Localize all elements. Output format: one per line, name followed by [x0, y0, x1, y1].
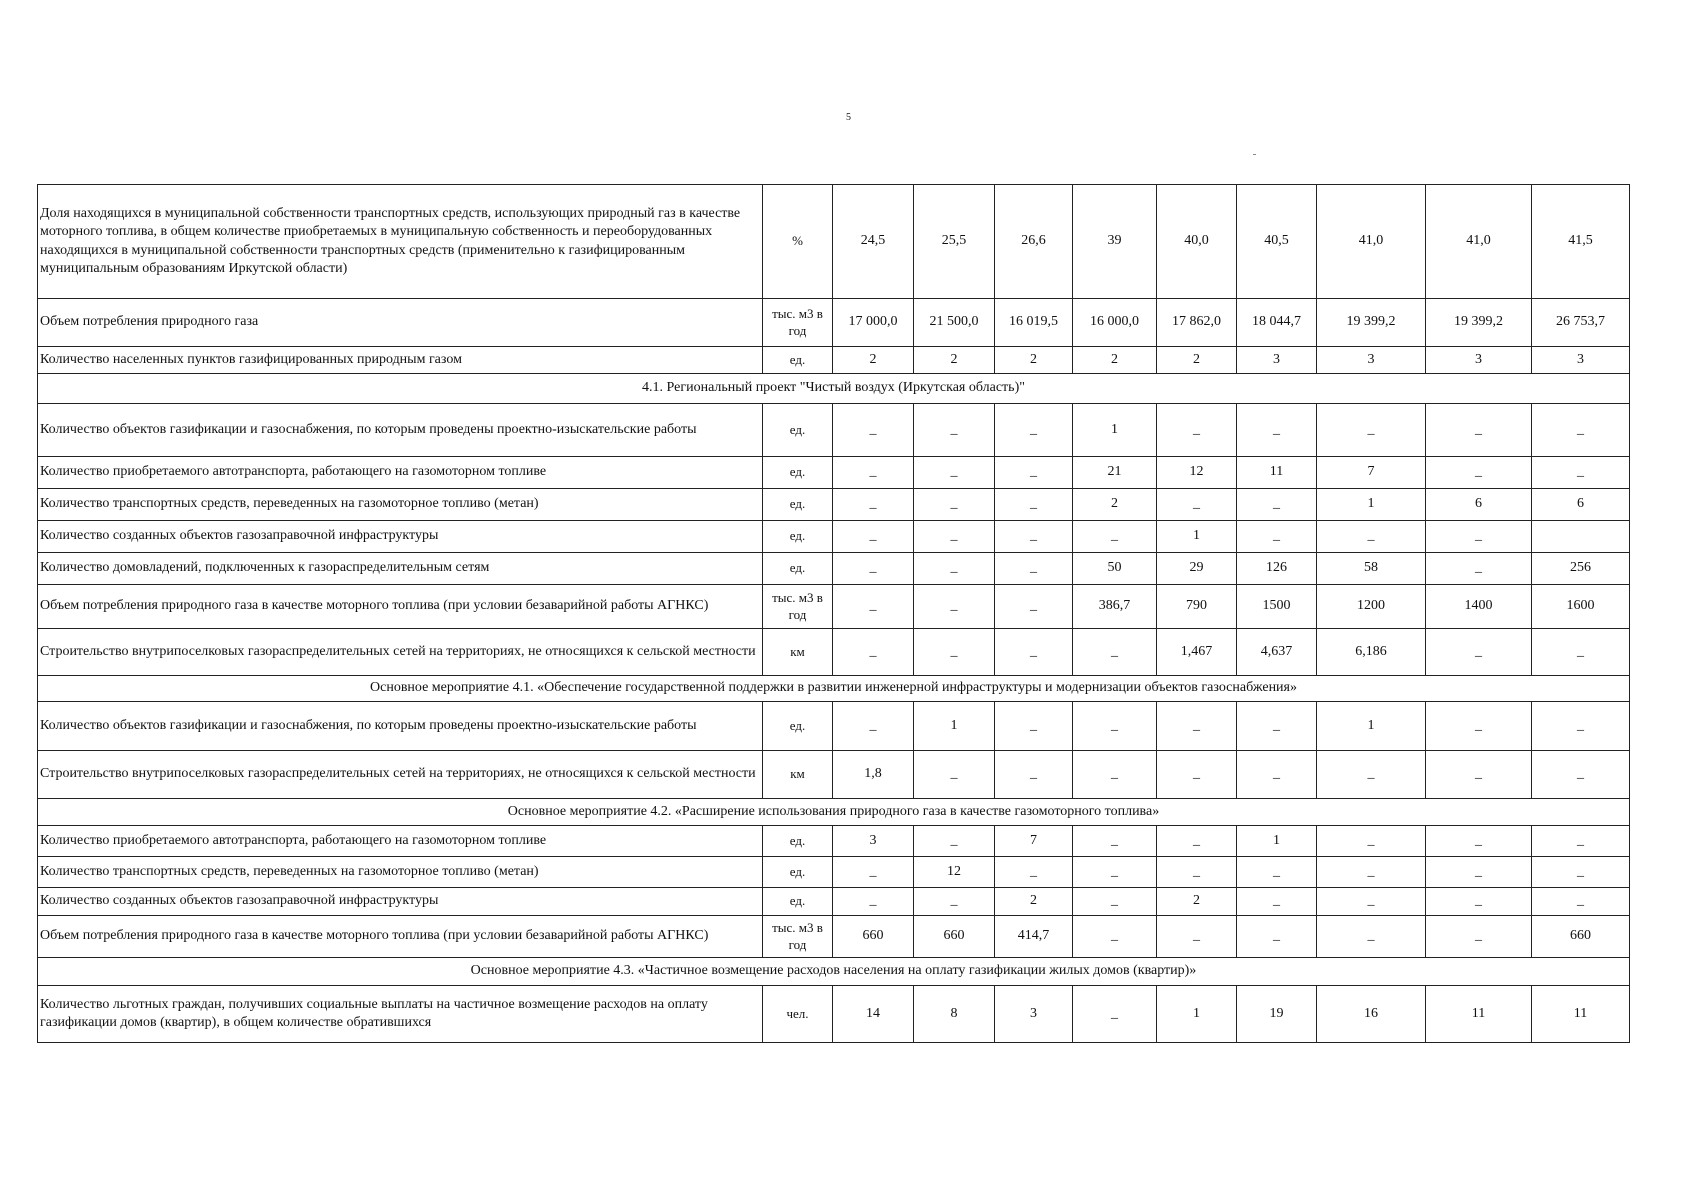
value-cell: 17 862,0 — [1157, 299, 1237, 347]
value-cell: 2 — [1157, 888, 1237, 916]
table-row — [38, 888, 1630, 916]
table-row — [38, 702, 1630, 751]
value-cell: _ — [914, 629, 995, 676]
indicator-label: Количество домовладений, подключенных к газораспределительным сетям — [38, 553, 763, 585]
value-cell: 2 — [995, 888, 1073, 916]
value-cell: 386,7 — [1073, 585, 1157, 629]
value-cell: _ — [833, 404, 914, 457]
unit-cell: км — [763, 751, 833, 799]
value-cell: _ — [1532, 857, 1630, 888]
value-cell: _ — [995, 553, 1073, 585]
unit-cell: ед. — [763, 457, 833, 489]
unit-cell: ед. — [763, 521, 833, 553]
indicator-label: Количество приобретаемого автотранспорта, работающего на газомоторном топливе — [38, 457, 763, 489]
value-cell: 26,6 — [995, 185, 1073, 299]
value-cell: _ — [1237, 857, 1317, 888]
value-cell: _ — [1157, 857, 1237, 888]
value-cell: 41,0 — [1317, 185, 1426, 299]
value-cell: 1400 — [1426, 585, 1532, 629]
table-row — [38, 457, 1630, 489]
value-cell: 41,0 — [1426, 185, 1532, 299]
unit-cell: ед. — [763, 553, 833, 585]
unit-cell: ед. — [763, 404, 833, 457]
value-cell: 19 399,2 — [1317, 299, 1426, 347]
value-cell: 1 — [1157, 521, 1237, 553]
value-cell: 40,5 — [1237, 185, 1317, 299]
value-cell: 19 399,2 — [1426, 299, 1532, 347]
value-cell: _ — [1237, 521, 1317, 553]
value-cell: 1,467 — [1157, 629, 1237, 676]
value-cell: 24,5 — [833, 185, 914, 299]
section-row — [38, 958, 1630, 986]
value-cell: _ — [1532, 826, 1630, 857]
value-cell: 1 — [1157, 986, 1237, 1043]
value-cell: _ — [833, 585, 914, 629]
table-row — [38, 751, 1630, 799]
value-cell: 14 — [833, 986, 914, 1043]
table-row — [38, 553, 1630, 585]
value-cell: 1200 — [1317, 585, 1426, 629]
value-cell: _ — [1532, 404, 1630, 457]
section-title: Основное мероприятие 4.2. «Расширение использования природного газа в качестве газомоторного топлива» — [38, 799, 1630, 826]
value-cell: 12 — [1157, 457, 1237, 489]
value-cell: _ — [995, 489, 1073, 521]
value-cell: _ — [833, 553, 914, 585]
value-cell: 11 — [1532, 986, 1630, 1043]
value-cell: 39 — [1073, 185, 1157, 299]
value-cell: _ — [1073, 521, 1157, 553]
indicator-label: Количество приобретаемого автотранспорта, работающего на газомоторном топливе — [38, 826, 763, 857]
table-row — [38, 826, 1630, 857]
value-cell: 790 — [1157, 585, 1237, 629]
value-cell: _ — [1426, 629, 1532, 676]
value-cell: _ — [1317, 404, 1426, 457]
value-cell: 29 — [1157, 553, 1237, 585]
value-cell: 660 — [833, 916, 914, 958]
value-cell: 126 — [1237, 553, 1317, 585]
indicator-label: Количество льготных граждан, получивших социальные выплаты на частичное возмещение расходов на оплату газификации домов (квартир), в общем количестве обратившихся — [38, 986, 763, 1043]
unit-cell: % — [763, 185, 833, 299]
value-cell: 1600 — [1532, 585, 1630, 629]
value-cell: _ — [914, 826, 995, 857]
value-cell: 414,7 — [995, 916, 1073, 958]
value-cell: _ — [1237, 751, 1317, 799]
table-row — [38, 299, 1630, 347]
value-cell: 58 — [1317, 553, 1426, 585]
value-cell: 1500 — [1237, 585, 1317, 629]
table-row — [38, 521, 1630, 553]
value-cell: _ — [1157, 404, 1237, 457]
value-cell: 41,5 — [1532, 185, 1630, 299]
value-cell: _ — [833, 489, 914, 521]
unit-cell: тыс. м3 в год — [763, 299, 833, 347]
value-cell: 6,186 — [1317, 629, 1426, 676]
value-cell: _ — [833, 521, 914, 553]
value-cell: 7 — [995, 826, 1073, 857]
indicator-label: Количество созданных объектов газозаправочной инфраструктуры — [38, 521, 763, 553]
indicator-label: Количество объектов газификации и газоснабжения, по которым проведены проектно-изыскательские работы — [38, 702, 763, 751]
indicator-label: Строительство внутрипоселковых газораспределительных сетей на территориях, не относящихся к сельской местности — [38, 751, 763, 799]
value-cell: _ — [1237, 702, 1317, 751]
value-cell: 21 — [1073, 457, 1157, 489]
section-row — [38, 374, 1630, 404]
value-cell: 2 — [914, 347, 995, 374]
value-cell: 19 — [1237, 986, 1317, 1043]
value-cell: _ — [914, 404, 995, 457]
indicator-label: Количество населенных пунктов газифицированных природным газом — [38, 347, 763, 374]
section-row — [38, 676, 1630, 702]
value-cell: 4,637 — [1237, 629, 1317, 676]
value-cell: 16 — [1317, 986, 1426, 1043]
value-cell: _ — [1426, 702, 1532, 751]
value-cell: _ — [914, 489, 995, 521]
value-cell: 6 — [1532, 489, 1630, 521]
value-cell: _ — [1157, 489, 1237, 521]
value-cell: _ — [1073, 888, 1157, 916]
value-cell: 2 — [1157, 347, 1237, 374]
value-cell: 50 — [1073, 553, 1157, 585]
value-cell: _ — [1237, 916, 1317, 958]
unit-cell: ед. — [763, 857, 833, 888]
value-cell: _ — [1073, 751, 1157, 799]
value-cell: _ — [833, 702, 914, 751]
value-cell: _ — [995, 629, 1073, 676]
value-cell: 1 — [1317, 702, 1426, 751]
value-cell: _ — [995, 585, 1073, 629]
value-cell: _ — [1426, 857, 1532, 888]
value-cell: 660 — [914, 916, 995, 958]
value-cell: _ — [1317, 826, 1426, 857]
value-cell: _ — [1532, 629, 1630, 676]
value-cell: _ — [995, 702, 1073, 751]
value-cell: 40,0 — [1157, 185, 1237, 299]
indicator-label: Количество созданных объектов газозаправочной инфраструктуры — [38, 888, 763, 916]
indicator-label: Количество транспортных средств, переведенных на газомоторное топливо (метан) — [38, 489, 763, 521]
value-cell: _ — [1532, 457, 1630, 489]
value-cell: 2 — [1073, 347, 1157, 374]
page-number: 5 — [846, 112, 851, 123]
value-cell: 16 019,5 — [995, 299, 1073, 347]
value-cell: _ — [995, 751, 1073, 799]
value-cell: _ — [1237, 489, 1317, 521]
value-cell: _ — [1073, 916, 1157, 958]
value-cell: _ — [1532, 702, 1630, 751]
indicator-label: Доля находящихся в муниципальной собственности транспортных средств, использующих природный газ в качестве моторного топлива, в общем количестве приобретаемых в муниципальную собственность и переоборудованных находящихся в муниципальной собственности транспортных средств (применительно к газифицированным муниципальным образованиям Иркутской области) — [38, 185, 763, 299]
value-cell: _ — [1237, 888, 1317, 916]
table-row — [38, 489, 1630, 521]
value-cell: _ — [1157, 826, 1237, 857]
value-cell: _ — [1426, 553, 1532, 585]
value-cell: 3 — [1532, 347, 1630, 374]
value-cell: 3 — [1317, 347, 1426, 374]
value-cell: 2 — [833, 347, 914, 374]
value-cell: _ — [1237, 404, 1317, 457]
indicator-label: Объем потребления природного газа в качестве моторного топлива (при условии безаварийной работы АГНКС) — [38, 916, 763, 958]
value-cell: _ — [914, 751, 995, 799]
value-cell — [1532, 521, 1630, 553]
value-cell: _ — [995, 857, 1073, 888]
unit-cell: ед. — [763, 347, 833, 374]
value-cell: 11 — [1426, 986, 1532, 1043]
value-cell: 3 — [1237, 347, 1317, 374]
value-cell: 3 — [995, 986, 1073, 1043]
table-row — [38, 347, 1630, 374]
section-row — [38, 799, 1630, 826]
table-row — [38, 857, 1630, 888]
value-cell: 660 — [1532, 916, 1630, 958]
section-title: Основное мероприятие 4.3. «Частичное возмещение расходов населения на оплату газификации жилых домов (квартир)» — [38, 958, 1630, 986]
value-cell: _ — [1426, 521, 1532, 553]
indicator-label: Объем потребления природного газа — [38, 299, 763, 347]
value-cell: _ — [1073, 826, 1157, 857]
value-cell: 3 — [833, 826, 914, 857]
value-cell: _ — [1532, 888, 1630, 916]
value-cell: _ — [914, 553, 995, 585]
value-cell: 1 — [1073, 404, 1157, 457]
scan-mark — [1253, 154, 1256, 155]
value-cell: _ — [1157, 702, 1237, 751]
value-cell: 12 — [914, 857, 995, 888]
value-cell: 6 — [1426, 489, 1532, 521]
value-cell: 11 — [1237, 457, 1317, 489]
value-cell: _ — [1317, 521, 1426, 553]
unit-cell: ед. — [763, 702, 833, 751]
value-cell: 2 — [1073, 489, 1157, 521]
value-cell: _ — [1073, 629, 1157, 676]
value-cell: _ — [1426, 751, 1532, 799]
value-cell: 16 000,0 — [1073, 299, 1157, 347]
table-row — [38, 916, 1630, 958]
value-cell: _ — [1317, 751, 1426, 799]
unit-cell: тыс. м3 в год — [763, 916, 833, 958]
value-cell: _ — [995, 457, 1073, 489]
value-cell: _ — [1073, 986, 1157, 1043]
unit-cell: км — [763, 629, 833, 676]
value-cell: _ — [1426, 457, 1532, 489]
value-cell: _ — [1426, 888, 1532, 916]
value-cell: _ — [1317, 916, 1426, 958]
value-cell: 25,5 — [914, 185, 995, 299]
value-cell: _ — [833, 629, 914, 676]
value-cell: _ — [833, 857, 914, 888]
section-title: 4.1. Региональный проект "Чистый воздух (Иркутская область)" — [38, 374, 1630, 404]
value-cell: _ — [1532, 751, 1630, 799]
value-cell: _ — [1157, 916, 1237, 958]
value-cell: _ — [995, 521, 1073, 553]
unit-cell: ед. — [763, 826, 833, 857]
unit-cell: чел. — [763, 986, 833, 1043]
value-cell: _ — [1426, 404, 1532, 457]
value-cell: 2 — [995, 347, 1073, 374]
value-cell: 21 500,0 — [914, 299, 995, 347]
value-cell: _ — [914, 521, 995, 553]
value-cell: _ — [833, 457, 914, 489]
value-cell: _ — [1157, 751, 1237, 799]
value-cell: _ — [914, 585, 995, 629]
value-cell: 256 — [1532, 553, 1630, 585]
unit-cell: ед. — [763, 489, 833, 521]
table-row — [38, 585, 1630, 629]
value-cell: 1 — [1237, 826, 1317, 857]
value-cell: _ — [1426, 916, 1532, 958]
table-row — [38, 629, 1630, 676]
value-cell: 8 — [914, 986, 995, 1043]
value-cell: _ — [1073, 857, 1157, 888]
value-cell: _ — [1426, 826, 1532, 857]
value-cell: 17 000,0 — [833, 299, 914, 347]
unit-cell: тыс. м3 в год — [763, 585, 833, 629]
value-cell: _ — [914, 888, 995, 916]
section-title: Основное мероприятие 4.1. «Обеспечение государственной поддержки в развитии инженерной инфраструктуры и модернизации объектов газоснабжения» — [38, 676, 1630, 702]
value-cell: 26 753,7 — [1532, 299, 1630, 347]
value-cell: 1 — [914, 702, 995, 751]
value-cell: 3 — [1426, 347, 1532, 374]
indicators-table — [37, 184, 1630, 1043]
indicator-label: Количество объектов газификации и газоснабжения, по которым проведены проектно-изыскательские работы — [38, 404, 763, 457]
value-cell: 7 — [1317, 457, 1426, 489]
table-row — [38, 404, 1630, 457]
value-cell: _ — [995, 404, 1073, 457]
value-cell: 1,8 — [833, 751, 914, 799]
value-cell: 18 044,7 — [1237, 299, 1317, 347]
table-row — [38, 185, 1630, 299]
unit-cell: ед. — [763, 888, 833, 916]
indicator-label: Объем потребления природного газа в качестве моторного топлива (при условии безаварийной работы АГНКС) — [38, 585, 763, 629]
indicator-label: Строительство внутрипоселковых газораспределительных сетей на территориях, не относящихся к сельской местности — [38, 629, 763, 676]
value-cell: _ — [833, 888, 914, 916]
value-cell: _ — [1073, 702, 1157, 751]
value-cell: _ — [914, 457, 995, 489]
value-cell: _ — [1317, 857, 1426, 888]
indicator-label: Количество транспортных средств, переведенных на газомоторное топливо (метан) — [38, 857, 763, 888]
table-row — [38, 986, 1630, 1043]
value-cell: 1 — [1317, 489, 1426, 521]
value-cell: _ — [1317, 888, 1426, 916]
